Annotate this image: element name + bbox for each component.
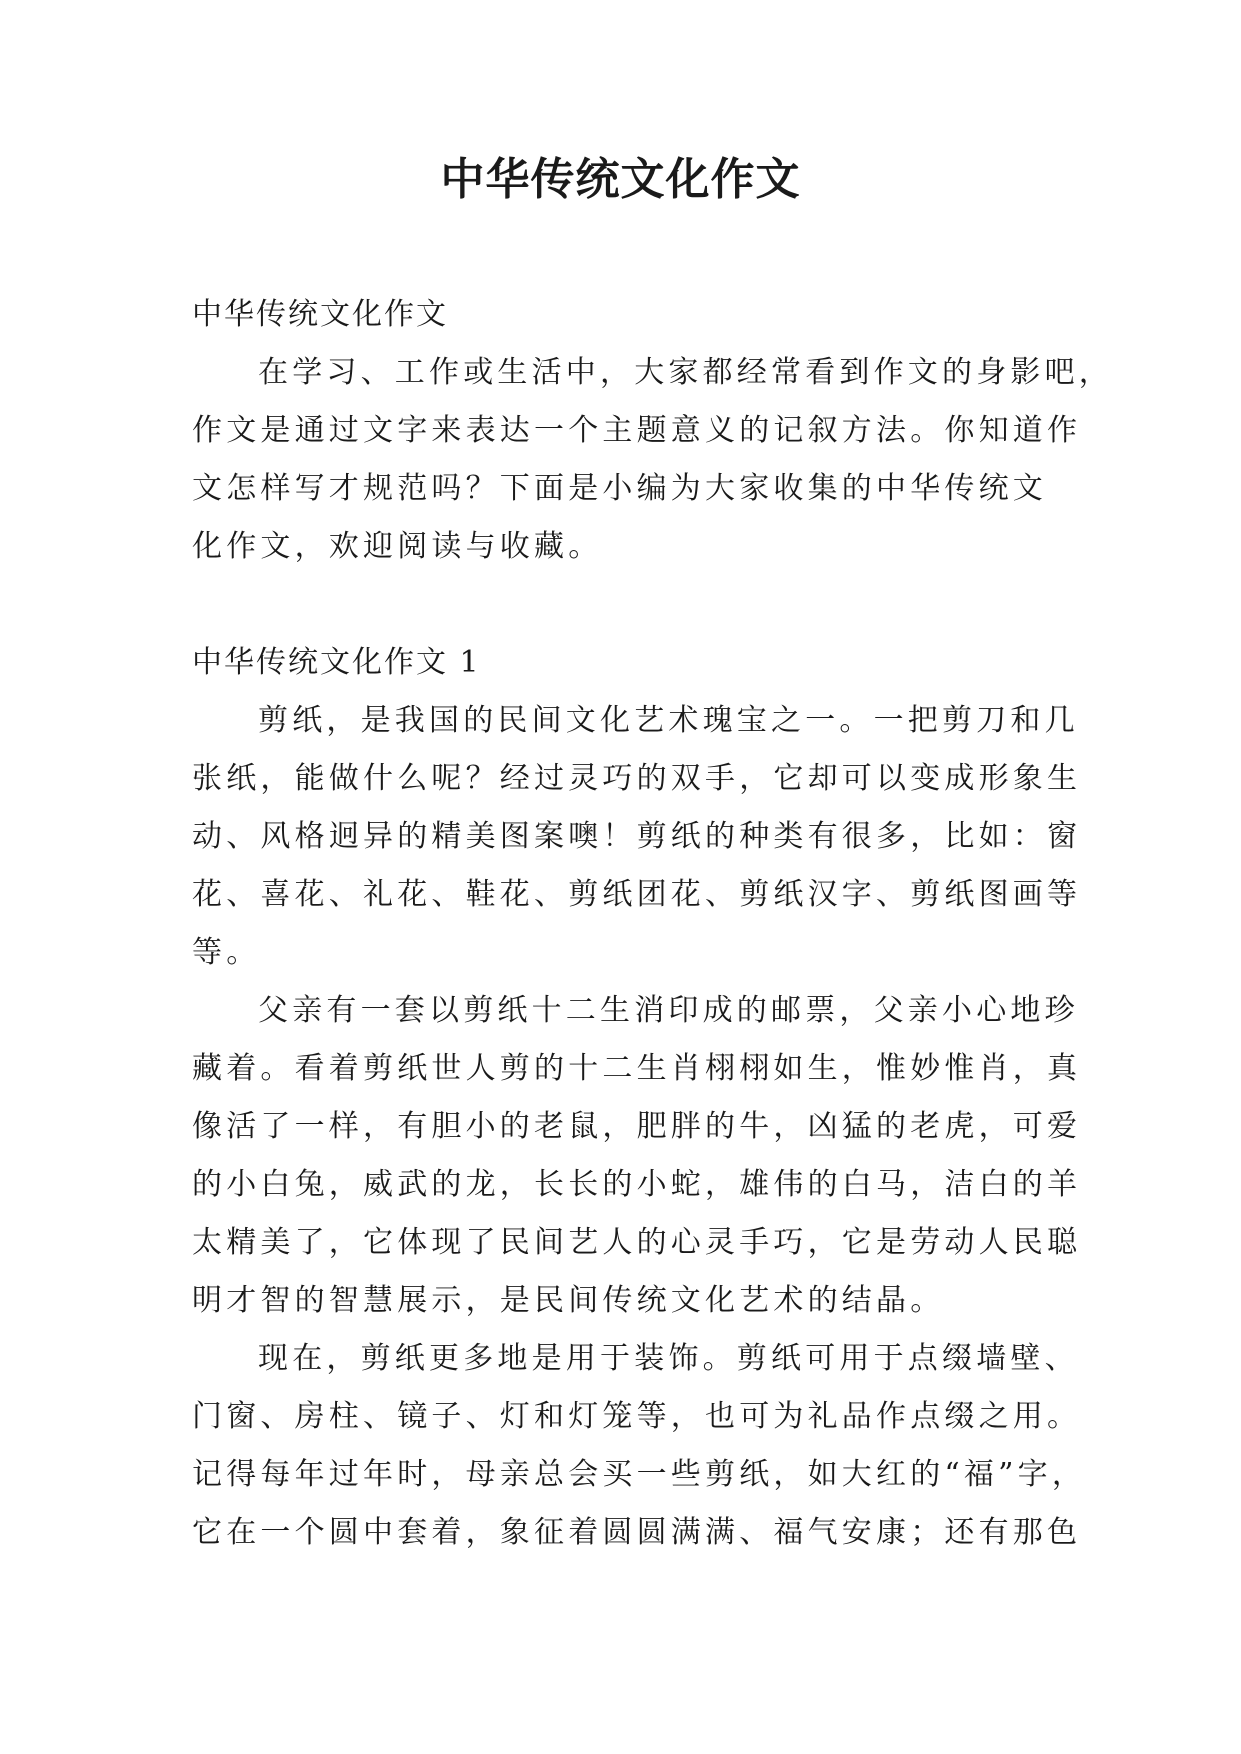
paragraph-line: 等。: [192, 935, 261, 970]
paragraph-line: 文怎样写才规范吗？下面是小编为大家收集的中华传统文: [192, 471, 1047, 506]
paragraph-line: 化作文，欢迎阅读与收藏。: [192, 529, 603, 564]
essay-1-paragraph-1: [192, 692, 1082, 982]
section-spacer: [192, 576, 1052, 634]
paragraph-line: 父亲有一套以剪纸十二生消印成的邮票，父亲小心地珍: [258, 993, 1079, 1028]
paragraph-line: 张纸，能做什么呢？经过灵巧的双手，它却可以变成形象生: [192, 761, 1082, 796]
essay-1-paragraph-2: [192, 982, 1082, 1330]
paragraph-line: 它在一个圆中套着，象征着圆圆满满、福气安康；还有那色: [192, 1515, 1082, 1550]
paragraph-line: 作文是通过文字来表达一个主题意义的记叙方法。你知道作: [192, 413, 1082, 448]
paragraph-line: 藏着。看着剪纸世人剪的十二生肖栩栩如生，惟妙惟肖，真: [192, 1051, 1082, 1086]
paragraph-line: 明才智的智慧展示，是民间传统文化艺术的结晶。: [192, 1283, 945, 1318]
paragraph-line: 花、喜花、礼花、鞋花、剪纸团花、剪纸汉字、剪纸图画等: [192, 877, 1082, 912]
document-title: 中华传统文化作文: [440, 154, 801, 205]
intro-heading: 中华传统文化作文: [192, 297, 448, 332]
paragraph-line: 像活了一样，有胆小的老鼠，肥胖的牛，凶猛的老虎，可爱: [192, 1109, 1082, 1144]
paragraph-line: 现在，剪纸更多地是用于装饰。剪纸可用于点缀墙壁、: [258, 1341, 1079, 1376]
paragraph-line: 记得每年过年时，母亲总会买一些剪纸，如大红的“福”字，: [192, 1457, 1087, 1492]
paragraph-line: 门窗、房柱、镜子、灯和灯笼等，也可为礼品作点缀之用。: [192, 1399, 1082, 1434]
essay-1-heading: 中华传统文化作文 1: [192, 645, 481, 680]
paragraph-line: 动、风格迥异的精美图案噢！剪纸的种类有很多，比如：窗: [192, 819, 1082, 854]
paragraph-line: 的小白兔，威武的龙，长长的小蛇，雄伟的白马，洁白的羊: [192, 1167, 1082, 1202]
document-body: [192, 286, 1113, 1562]
paragraph-line: 太精美了，它体现了民间艺人的心灵手巧，它是劳动人民聪: [192, 1225, 1082, 1260]
intro-paragraph: [192, 344, 1113, 576]
paragraph-line: 在学习、工作或生活中，大家都经常看到作文的身影吧，: [258, 355, 1113, 390]
essay-1-paragraph-3: [192, 1330, 1087, 1562]
paragraph-line: 剪纸，是我国的民间文化艺术瑰宝之一。一把剪刀和几: [258, 703, 1079, 738]
